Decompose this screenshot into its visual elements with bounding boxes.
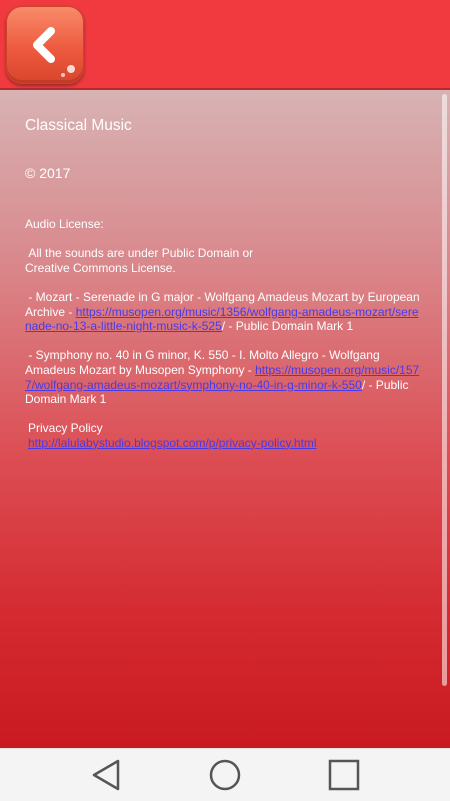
nav-recents-button[interactable] <box>314 749 374 801</box>
privacy-policy-label: Privacy Policy <box>28 421 103 436</box>
square-recents-icon <box>314 749 374 801</box>
gloss-highlight <box>67 65 75 73</box>
scrollbar[interactable] <box>442 94 447 686</box>
track-credit-2-suffix: / - Public Domain Mark 1 <box>25 377 409 407</box>
circle-home-icon <box>195 749 255 801</box>
copyright-text: © 2017 <box>25 165 71 181</box>
license-text-block <box>25 217 425 451</box>
audio-license-heading: Audio License: <box>25 217 104 231</box>
nav-back-button[interactable] <box>76 749 136 801</box>
track-credit-1 <box>25 290 425 334</box>
about-content[interactable] <box>0 90 450 748</box>
track-1-link[interactable]: https://musopen.org/music/1356/wolfgang-amadeus-mozart/serenade-no-13-a-little-night-music-k-525 <box>25 304 419 334</box>
license-line-2: Creative Commons License. <box>25 260 176 275</box>
app-header <box>0 0 450 90</box>
triangle-back-icon <box>76 749 136 801</box>
nav-home-button[interactable] <box>195 749 255 801</box>
system-navigation-bar <box>0 748 450 801</box>
track-credit-1-text: - Mozart - Serenade in G major - Wolfgang Amadeus Mozart by European Archive - <box>25 289 423 319</box>
track-credit-2 <box>25 348 425 406</box>
track-credit-2-text: - Symphony no. 40 in G minor, K. 550 - I. Molto Allegro - Wolfgang Amadeus Mozart by Musopen Symphony - <box>25 348 383 377</box>
back-button[interactable] <box>6 6 84 84</box>
page-title: Classical Music <box>25 117 132 134</box>
privacy-policy-link[interactable]: http://lalulabystudio.blogspot.com/p/privacy-policy.html <box>28 435 317 450</box>
gloss-highlight-small <box>61 73 65 77</box>
track-2-link[interactable]: https://musopen.org/music/1577/wolfgang-amadeus-mozart/symphony-no-40-in-g-minor-k-550 <box>25 362 420 392</box>
track-credit-1-suffix: / - Public Domain Mark 1 <box>221 319 354 334</box>
license-line-1: All the sounds are under Public Domain or <box>25 246 254 261</box>
